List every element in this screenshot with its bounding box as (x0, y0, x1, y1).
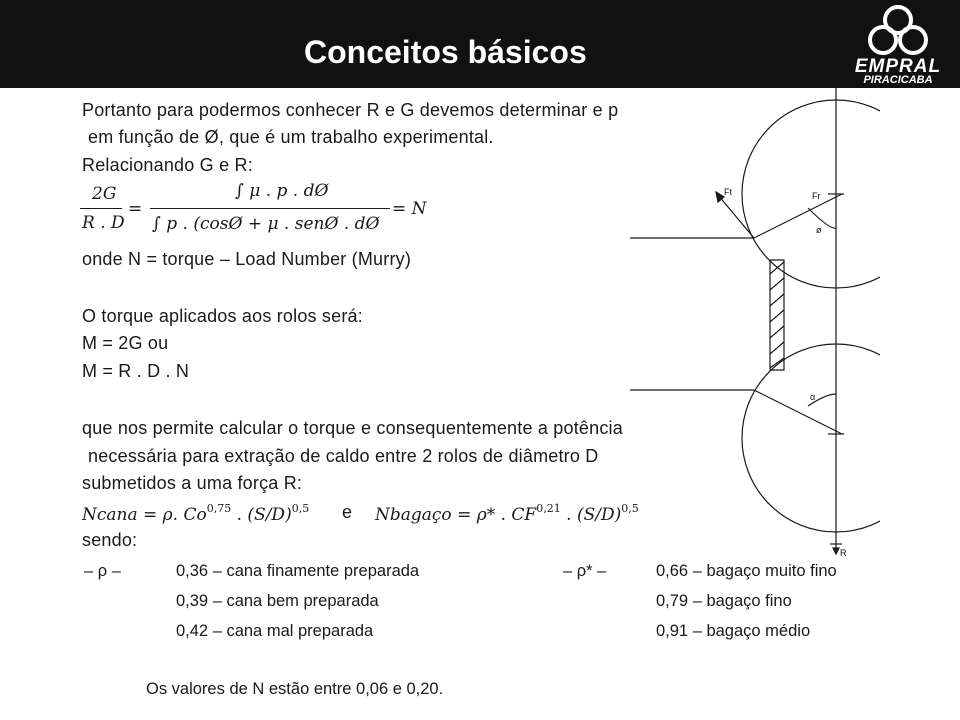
slide-title: Conceitos básicos (304, 34, 587, 70)
rho-row-3: 0,42 – cana mal preparada (176, 622, 374, 640)
rho-row-2: 0,39 – cana bem preparada (176, 592, 379, 610)
fraction-rhs-numerator: ∫ μ . p . dØ (235, 181, 329, 201)
r-arrow-head (833, 548, 839, 554)
bottom-radius-line (754, 390, 842, 434)
top-radius-line (754, 194, 842, 238)
equation-result: = N (392, 199, 427, 219)
logo-subtitle: PIRACICABA (863, 74, 933, 86)
text-line-1: Portanto para podermos conhecer R e G devemos determinar e p (82, 100, 619, 120)
rho-row-1: 0,36 – cana finamente preparada (176, 562, 420, 580)
label-phi: ø (816, 225, 822, 235)
bottom-roller-circle (742, 344, 880, 532)
top-roller-circle (742, 100, 880, 288)
fraction-rhs-bar (150, 208, 390, 209)
hatch-5 (770, 326, 784, 338)
formula-nbagaco (375, 502, 639, 525)
nbagaco-exponent-2: 0,5 (621, 502, 639, 515)
hatch-6 (770, 342, 784, 354)
fraction-rhs-denominator: ∫ p . (cosØ + μ . senØ . dØ (152, 214, 380, 234)
rhostar-label: – ρ* – (563, 562, 607, 580)
conjunction-e: e (342, 502, 353, 522)
text-line-9: necessária para extração de caldo entre 2 rolos de diâmetro D (88, 446, 599, 466)
rhostar-row-1: 0,66 – bagaço muito fino (656, 562, 837, 580)
ncana-exponent-2: 0,5 (291, 502, 310, 515)
hatch-1 (770, 262, 784, 274)
phi-angle-arc (808, 208, 836, 228)
ncana-exponent-1: 0,75 (206, 502, 232, 515)
sugarcane-layer-band (770, 260, 784, 370)
text-line-7: M = R . D . N (82, 361, 190, 381)
rhostar-row-3: 0,91 – bagaço médio (656, 622, 811, 640)
text-line-8: que nos permite calcular o torque e consequentemente a potência (82, 418, 623, 438)
fraction-lhs-denominator: R . D (82, 213, 125, 233)
equals-sign: = (128, 199, 143, 219)
text-line-6: M = 2G ou (82, 333, 169, 353)
ncana-lhs: Ncana = ρ. Co (82, 505, 207, 525)
roller-diagram (630, 88, 880, 568)
nbagaco-mid: . (S/D) (560, 505, 622, 525)
hatch-4 (770, 310, 784, 322)
logo-wordmark: EMPRAL (854, 56, 942, 77)
text-line-4: onde N = torque – Load Number (Murry) (82, 249, 412, 269)
rho-label: – ρ – (84, 562, 121, 580)
footer-note: Os valores de N estão entre 0,06 e 0,20. (146, 680, 444, 698)
label-r: R (840, 548, 847, 558)
hatch-2 (770, 278, 784, 290)
hatch-7 (770, 358, 784, 368)
fraction-lhs-bar (80, 208, 122, 209)
rhostar-row-2: 0,79 – bagaço fino (656, 592, 792, 610)
label-ft: Ft (724, 187, 732, 197)
ncana-mid: . (S/D) (231, 505, 292, 525)
ft-arrow-line (718, 195, 754, 238)
text-line-2: em função de Ø, que é um trabalho experimental. (88, 127, 494, 147)
text-line-11: sendo: (82, 530, 138, 550)
nbagaco-lhs: Nbagaço = ρ* . CF (375, 505, 537, 525)
fraction-lhs-numerator: 2G (92, 184, 117, 204)
label-alpha: α (810, 392, 816, 402)
hatch-3 (770, 294, 784, 306)
nbagaco-exponent-1: 0,21 (536, 502, 561, 515)
label-fr: Fr (812, 191, 821, 201)
text-line-3: Relacionando G e R: (82, 155, 253, 175)
text-line-5: O torque aplicados aos rolos será: (82, 306, 363, 326)
formula-ncana (82, 502, 309, 525)
text-line-10: submetidos a uma força R: (82, 473, 303, 493)
